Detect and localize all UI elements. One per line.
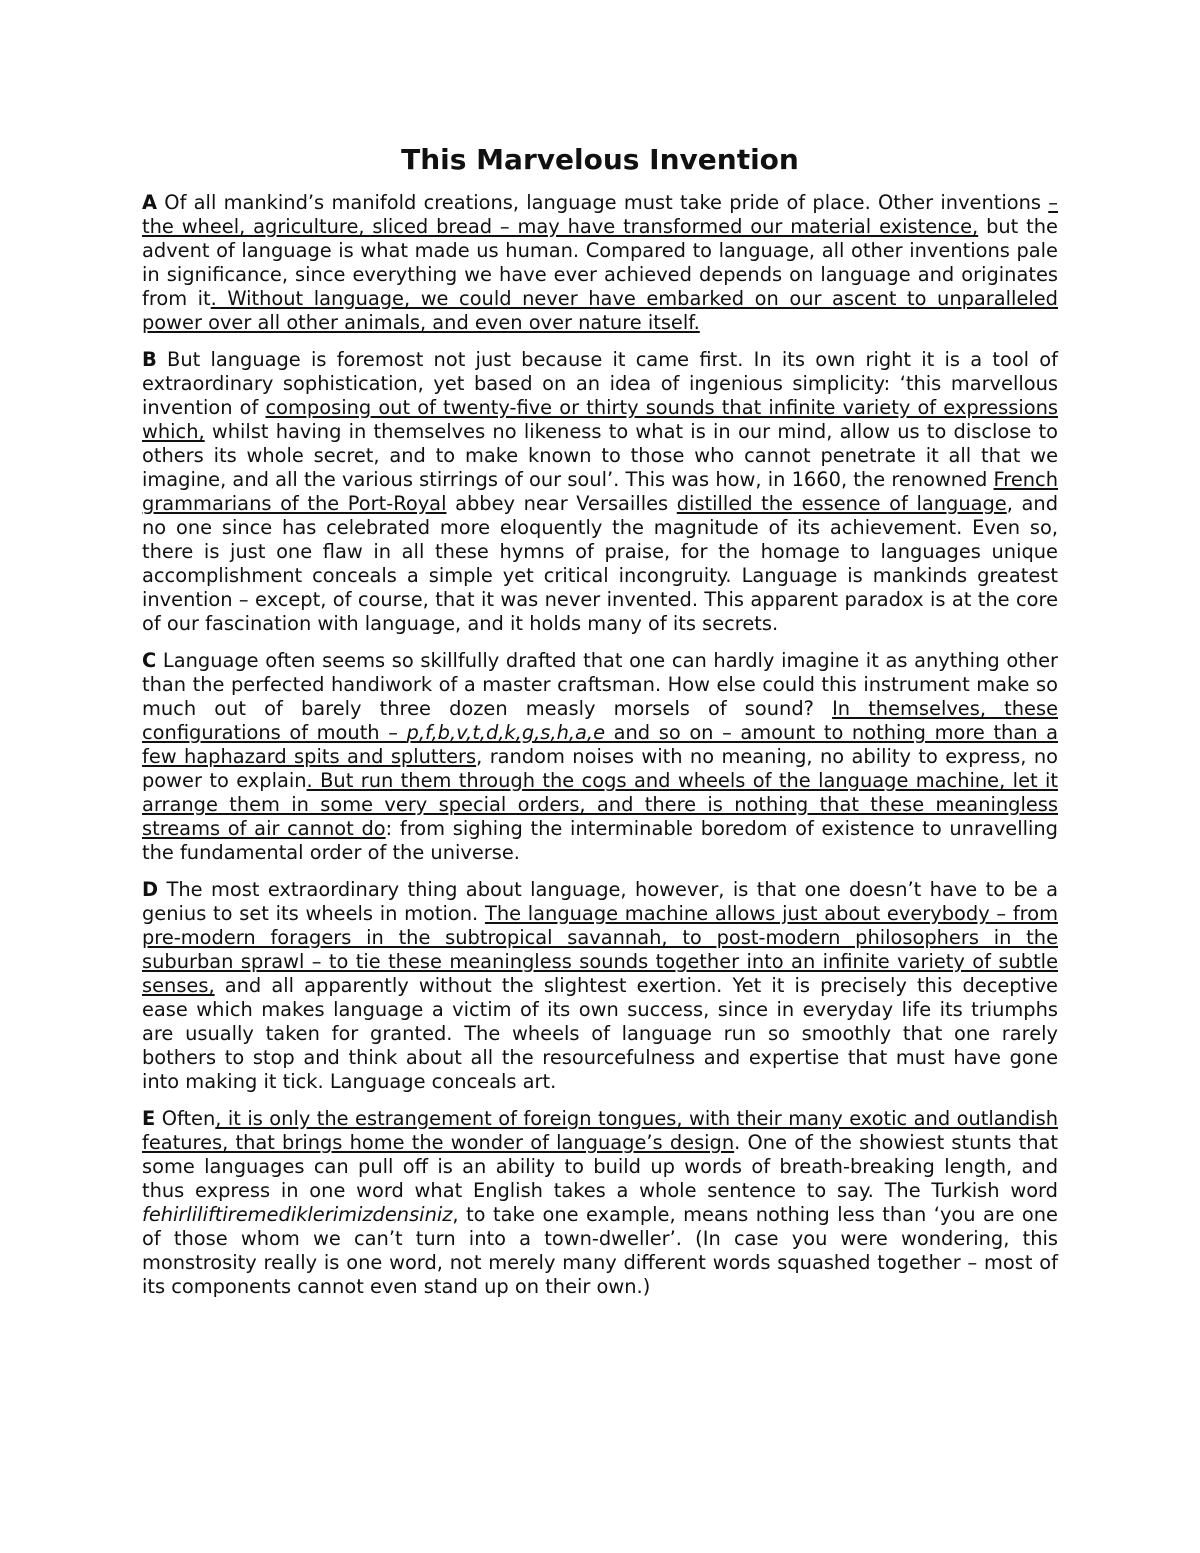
text-segment: Often: [155, 1107, 216, 1130]
underlined-text: In themselves, these configurations of mouth –: [142, 697, 1058, 744]
underlined-text: and so on – amount to nothing more than a few haphazard spits and splutters: [142, 721, 1059, 768]
underlined-text: . But run them through the cogs and wheels of the language machine, let it arrange them in some very special orders, and there is nothing that these meaningless streams of air cannot do: [142, 769, 1058, 840]
underlined-text: composing out of twenty-five or thirty sounds that infinite variety of expressions which,: [142, 396, 1058, 443]
italic-text: fehirliliftiremediklerimizdensiniz: [142, 1203, 453, 1226]
text-segment: Language often seems so skillfully drafted that one can hardly imagine it as anything other than the perfected handiwork of a master craftsman. How else could this instrument make so much out of barely three dozen measly morsels of sound?: [142, 649, 1058, 720]
text-segment: and all apparently without the slightest exertion. Yet it is precisely this deceptive ease which makes language a victim of its own success, since in everyday life its triumphs are usually taken for granted. The wheels of language run so smoothly that one rarely bothers to stop and think about all the resourcefulness and expertise that must have gone into making it tick. Language conceals art.: [142, 974, 1058, 1093]
paragraph-a: [142, 191, 1058, 335]
paragraph-letter: A: [142, 191, 158, 214]
document-body: [142, 191, 1058, 1312]
document-title: This Marvelous Invention: [401, 143, 799, 176]
paragraph-letter: E: [142, 1107, 156, 1130]
paragraph-letter: B: [142, 348, 157, 371]
text-segment: , and no one since has celebrated more eloquently the magnitude of its achievement. Even so, there is just one flaw in all these hymns of praise, for the homage to languages unique accomplishment conceals a simple yet critical incongruity. Language is mankinds greatest invention – except, of course, that it was never invented. This apparent paradox is at the core of our fascination with language, and it holds many of its secrets.: [142, 492, 1059, 635]
paragraph-e: [142, 1107, 1058, 1299]
underlined-text: French grammarians of the Port-Royal: [142, 468, 1058, 515]
text-segment: , to take one example, means nothing less than ‘you are one of those whom we can’t turn into a town-dweller’. (In case you were wondering, this monstrosity really is one word, not merely many different words squashed together – most of its components cannot even stand up on their own.): [142, 1203, 1058, 1298]
paragraph-d: [142, 878, 1058, 1094]
text-segment: whilst having in themselves no likeness to what is in our mind, allow us to disclose to others its whole secret, and to make known to those who cannot penetrate it all that we imagine, and all the various stirrings of our soul’. This was how, in 1660, the renowned: [142, 420, 1058, 491]
text-segment: , random noises with no meaning, no ability to express, no power to explain: [142, 745, 1058, 792]
paragraph-b: [142, 348, 1058, 636]
paragraph-letter: D: [142, 878, 159, 901]
underlined-text: distilled the essence of language: [676, 492, 1007, 515]
underlined-text: – the wheel, agriculture, sliced bread – may have transformed our material existence,: [142, 191, 1058, 238]
underlined-text: , it is only the estrangement of foreign tongues, with their many exotic and outlandish features, that brings home the wonder of language’s design: [142, 1107, 1058, 1154]
underlined-text: . Without language, we could never have embarked on our ascent to unparalleled power over all other animals, and even over nature itself.: [142, 287, 1058, 334]
text-segment: but the advent of language is what made us human. Compared to language, all other inventions pale in significance, since everything we have ever achieved depends on language and originates from it: [142, 215, 1058, 310]
text-segment: . One of the showiest stunts that some languages can pull off is an ability to build up words of breath-breaking length, and thus express in one word what English takes a whole sentence to say. The Turkish word: [142, 1131, 1058, 1202]
text-segment: But language is foremost not just because it came first. In its own right it is a tool of extraordinary sophistication, yet based on an idea of ingenious simplicity: ‘this marvellous invention of: [142, 348, 1058, 419]
underlined-text: The language machine allows just about everybody – from pre-modern foragers in the subtropical savannah, to post-modern philosophers in the suburban sprawl – to tie these meaningless sounds together into an infinite variety of subtle senses,: [142, 902, 1058, 997]
text-segment: Of all mankind’s manifold creations, language must take pride of place. Other inventions: [157, 191, 1049, 214]
text-segment: The most extraordinary thing about language, however, is that one doesn’t have to be a genius to set its wheels in motion.: [142, 878, 1058, 925]
paragraph-c: [142, 649, 1058, 865]
text-segment: abbey near Versailles: [446, 492, 677, 515]
text-segment: : from sighing the interminable boredom of existence to unravelling the fundamental order of the universe.: [142, 817, 1058, 864]
underlined-text: p,f,b,v,t,d,k,g,s,h,a,e: [406, 721, 605, 744]
paragraph-letter: C: [142, 649, 157, 672]
